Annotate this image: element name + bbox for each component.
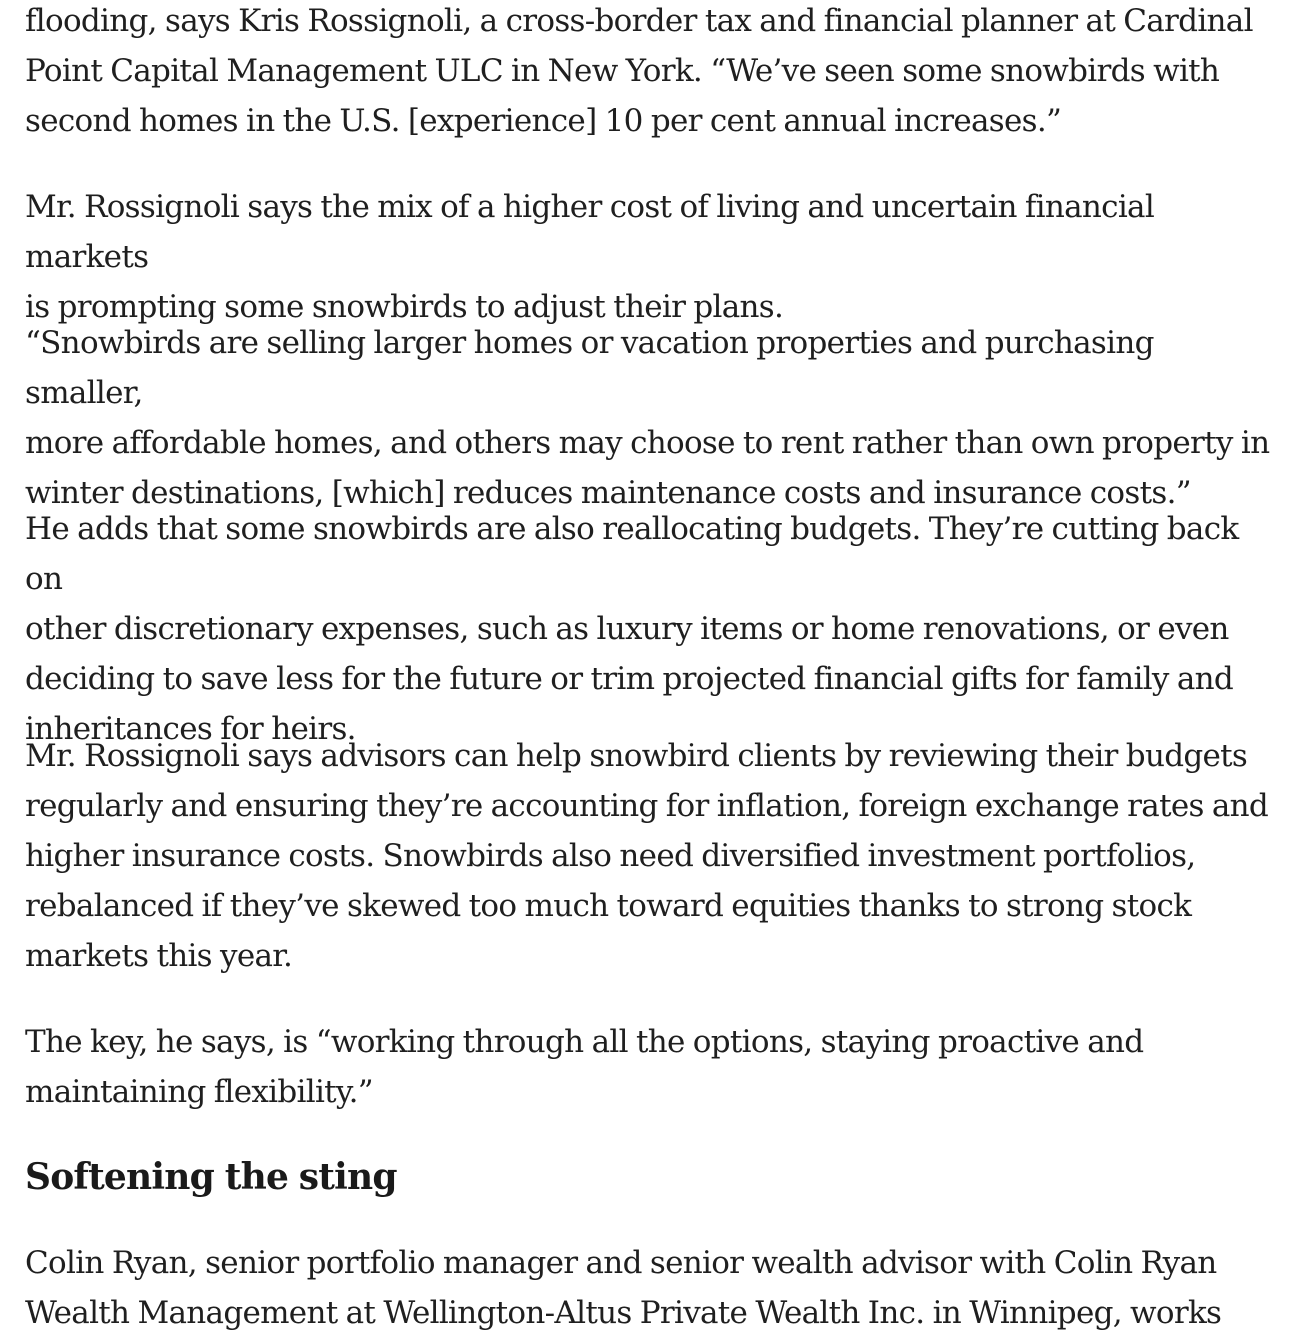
paragraph: Mr. Rossignoli says advisors can help snowbird clients by reviewing their budgets regularly and ensuring they’re accounting for inflation, foreign exchange rates and higher insurance costs. Snowbirds also need diversified investment portfolios, rebalanced if they’ve skewed too much toward equities thanks to strong stock markets this year.: [25, 738, 1269, 974]
section-heading: Softening the sting: [25, 1156, 397, 1198]
paragraph: The key, he says, is “working through all the options, staying proactive and maintaining flexibility.”: [25, 1024, 1144, 1110]
paragraph: Mr. Rossignoli says the mix of a higher cost of living and uncertain financial markets is prompting some snowbirds to adjust their plans.: [25, 189, 1155, 325]
paragraph: “Snowbirds are selling larger homes or vacation properties and purchasing smaller, more affordable homes, and others may choose to rent rather than own property in winter destinations, [which] reduces maintenance costs and insurance costs.”: [25, 325, 1270, 511]
paragraph: He adds that some snowbirds are also reallocating budgets. They’re cutting back on other discretionary expenses, such as luxury items or home renovations, or even deciding to save less for the future or trim projected financial gifts for family and inheritances for heirs.: [25, 511, 1239, 747]
paragraph: Colin Ryan, senior portfolio manager and senior wealth advisor with Colin Ryan Wealth Management at Wellington-Altus Private Wealth Inc. in Winnipeg, works: [25, 1245, 1222, 1331]
paragraph: flooding, says Kris Rossignoli, a cross-border tax and financial planner at Cardinal Point Capital Management ULC in New York. “We’ve seen some snowbirds with second homes in the U.S. [experience] 10 per cent annual increases.”: [25, 3, 1253, 139]
